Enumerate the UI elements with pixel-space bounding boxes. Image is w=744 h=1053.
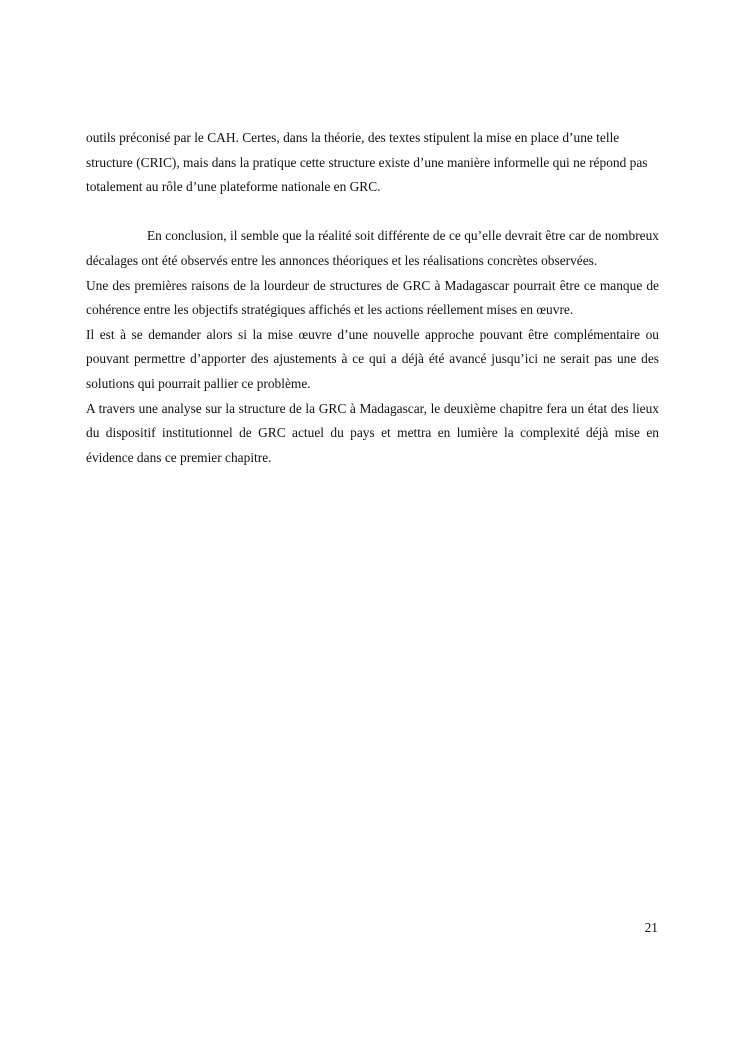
body-text (86, 126, 659, 470)
page-number: 21 (644, 920, 658, 935)
paragraph-conclusion: En conclusion, il semble que la réalité soit différente de ce qu’elle devrait être car de nombreux décalages ont été observés entre les annonces théoriques et les réalisations concrètes observées. (86, 228, 659, 268)
paragraph-gap (86, 200, 659, 225)
paragraph-new-approach: Il est à se demander alors si la mise œuvre d’une nouvelle approche pouvant être complémentaire ou pouvant permettre d’apporter des ajustements à ce qui a déjà été avancé jusqu’ici ne serait pas une des solutions qui pourrait pallier ce problème. (86, 326, 659, 391)
paragraph-second-chapter: A travers une analyse sur la structure de la GRC à Madagascar, le deuxième chapitre fera un état des lieux du dispositif institutionnel de GRC actuel du pays et mettra en lumière la complexité déjà mise en évidence dans ce premier chapitre. (86, 400, 659, 465)
paragraph-first-reasons: Une des premières raisons de la lourdeur de structures de GRC à Madagascar pourrait être ce manque de cohérence entre les objectifs stratégiques affichés et les actions réellement mises en œuvre. (86, 277, 659, 318)
paragraph-cric-structure: outils préconisé par le CAH. Certes, dans la théorie, des textes stipulent la mise en place d’une telle structure (CRIC), mais dans la pratique cette structure existe d’une manière informelle qui ne répond pas totalement au rôle d’une plateforme nationale en GRC. (86, 130, 648, 195)
